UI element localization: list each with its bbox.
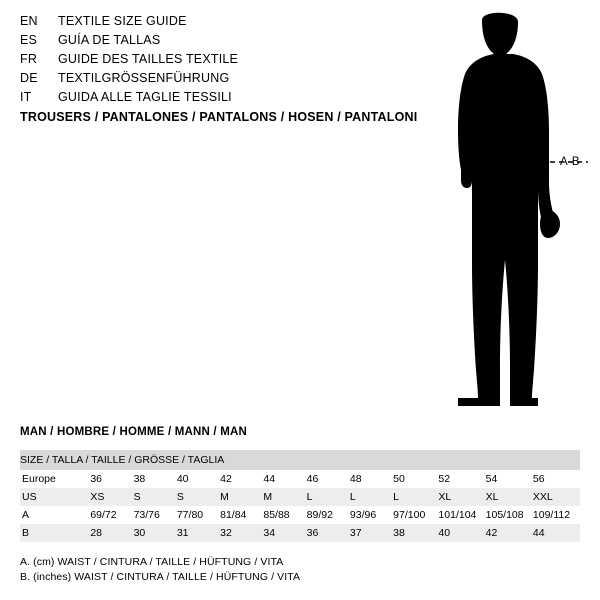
table-header-label: SIZE / TALLA / TAILLE / GRÖSSE / TAGLIA (20, 454, 225, 466)
language-code-it: IT (20, 90, 32, 104)
cell: 36 (90, 473, 102, 485)
cell: 46 (306, 473, 319, 485)
cell: 56 (532, 473, 545, 485)
cell: 44 (263, 473, 276, 485)
cell: 40 (438, 524, 485, 542)
cell: 89/92 (306, 509, 333, 521)
table-row (20, 488, 580, 506)
footnote-a: A. (cm) WAIST / CINTURA / TAILLE / HÜFTUNG / VITA (20, 556, 284, 568)
cell: 42 (220, 473, 232, 485)
cell: L (307, 488, 350, 506)
row-label-a: A (22, 509, 30, 521)
cell: 30 (134, 524, 177, 542)
cell: 37 (350, 524, 393, 542)
cell: XS (90, 488, 133, 506)
cell: 77/80 (176, 509, 204, 521)
cell: 109/112 (532, 509, 571, 521)
cell: L (350, 488, 393, 506)
cell: 36 (307, 524, 350, 542)
table-header-row (20, 450, 580, 470)
cell: XL (486, 488, 533, 506)
cell: 44 (533, 524, 580, 542)
cell: 69/72 (90, 509, 117, 521)
cell: XL (438, 488, 485, 506)
cell: 81/84 (220, 509, 247, 521)
cell: 38 (133, 473, 146, 485)
language-header-block (20, 14, 380, 109)
cell: 101/104 (438, 509, 477, 521)
cell: 97/100 (393, 509, 426, 521)
footnotes-block (20, 556, 300, 586)
cell: 48 (349, 473, 362, 485)
cell: 50 (393, 473, 405, 485)
language-row-fr (20, 52, 380, 71)
garment-type-title: TROUSERS / PANTALONES / PANTALONS / HOSEN / PANTALONI (20, 110, 418, 124)
language-row-de (20, 71, 380, 90)
table-row (20, 506, 580, 524)
cell: S (177, 488, 220, 506)
language-code-fr: FR (20, 52, 38, 66)
cell: 93/96 (349, 509, 377, 521)
language-text-es: GUÍA DE TALLAS (58, 33, 161, 47)
cell: 28 (90, 524, 133, 542)
silhouette-icon (420, 10, 590, 410)
table-row (20, 470, 580, 488)
language-text-en: TEXTILE SIZE GUIDE (58, 14, 187, 28)
footnote-b: B. (inches) WAIST / CINTURA / TAILLE / HÜFTUNG / VITA (20, 571, 301, 583)
cell: M (220, 488, 263, 506)
language-text-it: GUIDA ALLE TAGLIE TESSILI (58, 90, 232, 104)
language-text-de: TEXTILGRÖSSENFÜHRUNG (58, 71, 230, 85)
cell: 34 (263, 524, 306, 542)
language-code-en: EN (20, 14, 38, 28)
cell: 38 (393, 524, 438, 542)
cell: 31 (177, 524, 220, 542)
row-label-b: B (20, 524, 90, 542)
cell: 42 (486, 524, 533, 542)
cell: 32 (220, 524, 263, 542)
cell: 73/76 (133, 509, 160, 521)
row-label-us: US (20, 488, 90, 506)
language-text-fr: GUIDE DES TAILLES TEXTILE (58, 52, 239, 66)
body-silhouette-figure (420, 10, 590, 410)
language-row-it (20, 90, 380, 109)
cell: L (393, 488, 438, 506)
size-table (20, 450, 580, 542)
cell: 54 (485, 473, 498, 485)
language-code-es: ES (20, 33, 38, 47)
cell: XXL (533, 488, 580, 506)
cell: 85/88 (263, 509, 290, 521)
language-row-en (20, 14, 380, 33)
cell: 105/108 (485, 509, 524, 521)
cell: 52 (438, 473, 451, 485)
cell: S (134, 488, 177, 506)
language-code-de: DE (20, 71, 38, 85)
cell: M (263, 488, 306, 506)
measure-label-ab: A-B (560, 156, 580, 168)
row-label-europe: Europe (22, 473, 56, 485)
cell: 40 (176, 473, 189, 485)
table-row (20, 524, 580, 542)
language-row-es (20, 33, 380, 52)
table-section-title: MAN / HOMBRE / HOMME / MANN / MAN (20, 426, 248, 438)
